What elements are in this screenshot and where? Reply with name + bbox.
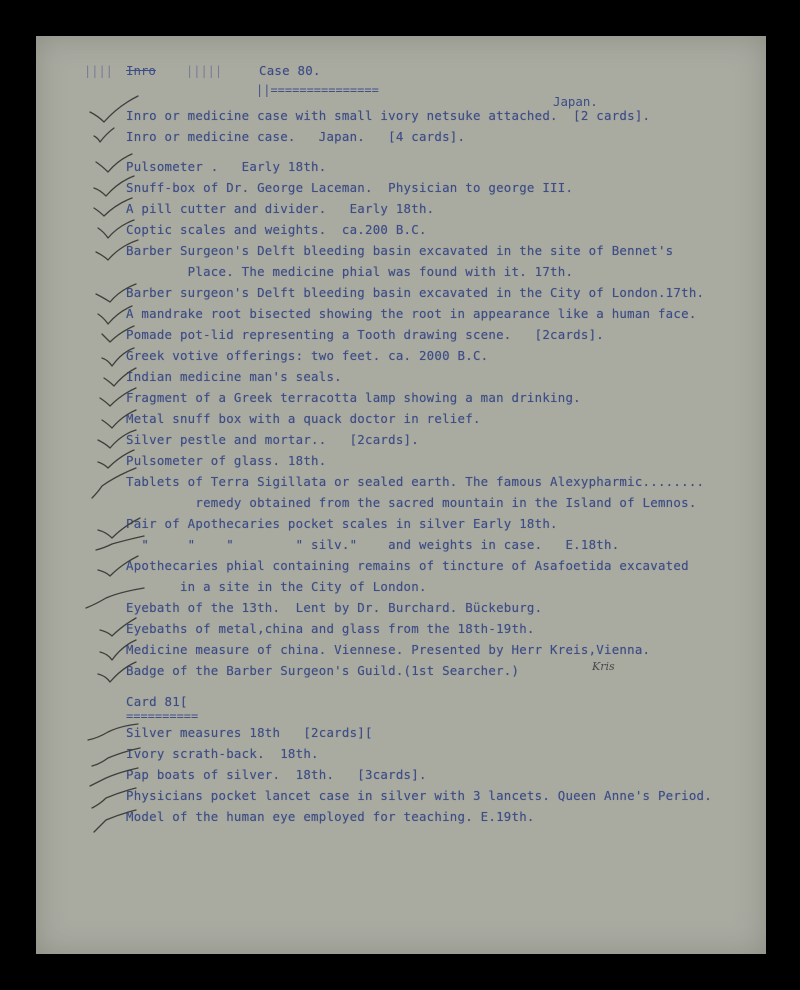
entry-line: Physicians pocket lancet case in silver with 3 lancets. Queen Anne's Period. <box>126 788 712 803</box>
entry-line: Fragment of a Greek terracotta lamp showing a man drinking. <box>126 390 581 405</box>
header-ticks-2: ||||| <box>186 64 223 78</box>
entry-line: Indian medicine man's seals. <box>126 369 342 384</box>
entry-line: Inro or medicine case. Japan. [4 cards]. <box>126 129 466 144</box>
title-underline: ||=============== <box>256 83 379 97</box>
entry-line: Silver measures 18th [2cards][ <box>126 725 373 740</box>
header-ticks: |||| <box>84 64 113 78</box>
entry-line: Inro or medicine case with small ivory netsuke attached. [2 cards]. <box>126 108 651 123</box>
header-struck-word: Inro <box>126 63 156 78</box>
entry-line: Pulsometer of glass. 18th. <box>126 453 327 468</box>
entry-line: Medicine measure of china. Viennese. Presented by Herr Kreis,Vienna. <box>126 642 651 657</box>
entry-line: Model of the human eye employed for teaching. E.19th. <box>126 809 535 824</box>
entry-line: Greek votive offerings: two feet. ca. 2000 B.C. <box>126 348 489 363</box>
section-title: Card 81[ <box>126 694 188 709</box>
entry-line: Apothecaries phial containing remains of tincture of Asafoetida excavated <box>126 558 689 573</box>
entry-line: in a site in the City of London. <box>126 579 427 594</box>
entry-line: Pulsometer . Early 18th. <box>126 159 327 174</box>
note-japan: Japan. <box>553 94 598 109</box>
entry-line: A pill cutter and divider. Early 18th. <box>126 201 435 216</box>
document-page <box>36 36 766 954</box>
entry-line: Snuff-box of Dr. George Laceman. Physician to george III. <box>126 180 574 195</box>
entry-line: Place. The medicine phial was found with it. 17th. <box>126 264 574 279</box>
entry-line: Tablets of Terra Sigillata or sealed earth. The famous Alexypharmic........ <box>126 474 705 489</box>
entry-line: Silver pestle and mortar.. [2cards]. <box>126 432 419 447</box>
entry-line: Ivory scrath-back. 18th. <box>126 746 319 761</box>
entry-line: Coptic scales and weights. ca.200 B.C. <box>126 222 427 237</box>
entry-line: Barber Surgeon's Delft bleeding basin excavated in the site of Bennet's <box>126 243 674 258</box>
entry-line: Pomade pot-lid representing a Tooth drawing scene. [2cards]. <box>126 327 605 342</box>
entry-line: Eyebath of the 13th. Lent by Dr. Burchard. Bückeburg. <box>126 600 543 615</box>
entry-line: remedy obtained from the sacred mountain in the Island of Lemnos. <box>126 495 697 510</box>
entry-line: " " " " silv." and weights in case. E.18th. <box>126 537 620 552</box>
entry-line: Metal snuff box with a quack doctor in relief. <box>126 411 481 426</box>
entry-line: A mandrake root bisected showing the root in appearance like a human face. <box>126 306 697 321</box>
entry-line: Pap boats of silver. 18th. [3cards]. <box>126 767 427 782</box>
entry-line: Barber surgeon's Delft bleeding basin excavated in the City of London.17th. <box>126 285 705 300</box>
check-mark <box>94 128 114 142</box>
entry-line: Eyebaths of metal,china and glass from the 18th-19th. <box>126 621 535 636</box>
handwritten-kris: Kris <box>592 660 615 673</box>
section-underline: ========== <box>126 709 199 723</box>
entry-line: Badge of the Barber Surgeon's Guild.(1st Searcher.) <box>126 663 520 678</box>
entry-line: Pair of Apothecaries pocket scales in silver Early 18th. <box>126 516 558 531</box>
page-title: Case 80. <box>259 63 321 78</box>
